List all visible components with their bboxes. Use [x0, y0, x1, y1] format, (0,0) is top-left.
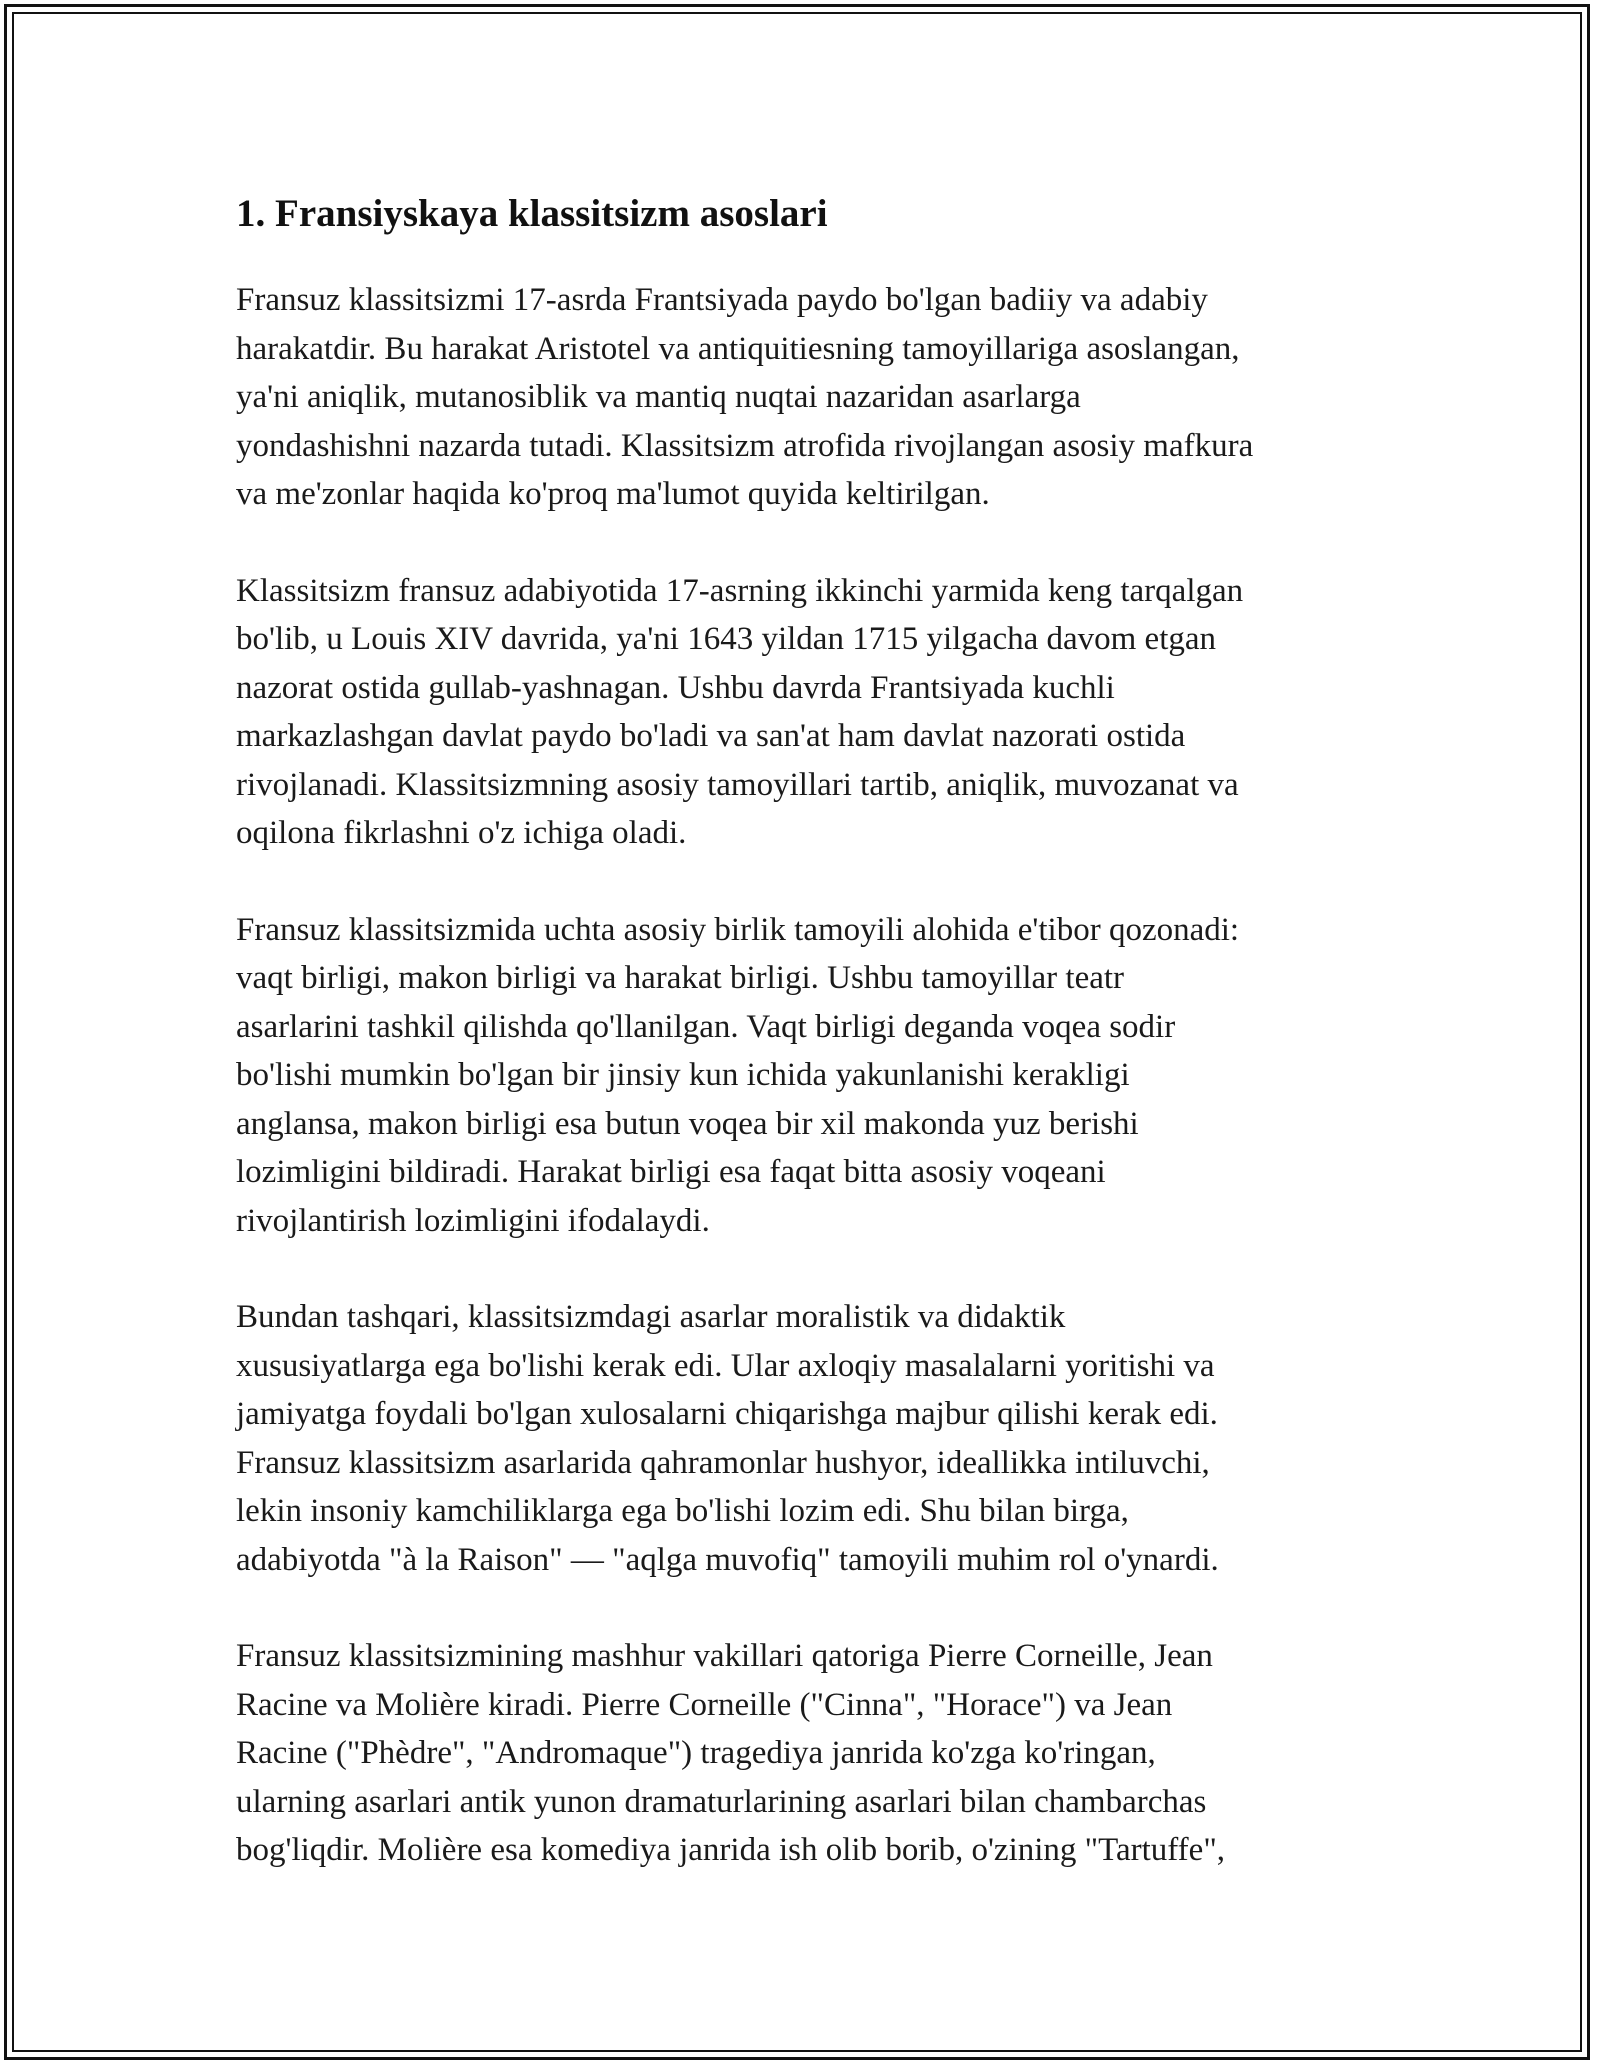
paragraph-line: Racine ("Phèdre", "Andromaque") tragediya janrida ko'zga ko'ringan, — [236, 1735, 1156, 1771]
paragraph-line: va me'zonlar haqida ko'proq ma'lumot quyida keltirilgan. — [236, 476, 990, 512]
paragraph-line: asarlarini tashkil qilishda qo'llanilgan. Vaqt birligi deganda voqea sodir — [236, 1008, 1176, 1045]
paragraph-line: rivojlanadi. Klassitsizmning asosiy tamoyillari tartib, aniqlik, muvozanat va — [236, 766, 1239, 803]
paragraph-line: lekin insoniy kamchiliklarga ega bo'lishi lozim edi. Shu bilan birga, — [236, 1493, 1129, 1529]
paragraph-3 — [236, 906, 1386, 1246]
paragraph-line: jamiyatga foydali bo'lgan xulosalarni chiqarishga majbur qilishi kerak edi. — [236, 1396, 1218, 1432]
paragraph-line: bo'lib, u Louis XIV davrida, ya'ni 1643 yildan 1715 yilgacha davom etgan — [236, 621, 1217, 657]
paragraph-line: anglansa, makon birligi esa butun voqea bir xil makonda yuz berishi — [236, 1105, 1139, 1142]
paragraph-line: lozimligini bildiradi. Harakat birligi esa faqat bitta asosiy voqeani — [236, 1154, 1106, 1190]
paragraph-line: Racine va Molière kiradi. Pierre Corneille ("Cinna", "Horace") va Jean — [236, 1686, 1173, 1723]
paragraph-list — [236, 276, 1386, 1875]
paragraph-line: ularning asarlari antik yunon dramaturlarining asarlari bilan chambarchas — [236, 1783, 1207, 1820]
document-body — [236, 186, 1386, 1923]
paragraph-line: harakatdir. Bu harakat Aristotel va antiquitiesning tamoyillariga asoslangan, — [236, 330, 1240, 367]
paragraph-line: adabiyotda "à la Raison" — "aqlga muvofiq" tamoyili muhim rol o'ynardi. — [236, 1541, 1219, 1578]
paragraph-2 — [236, 567, 1386, 858]
paragraph-line: ya'ni aniqlik, mutanosiblik va mantiq nuqtai nazaridan asarlarga — [236, 379, 1081, 415]
paragraph-line: yondashishni nazarda tutadi. Klassitsizm atrofida rivojlangan asosiy mafkura — [236, 427, 1254, 464]
paragraph-line: bo'lishi mumkin bo'lgan bir jinsiy kun ichida yakunlanishi kerakligi — [236, 1057, 1130, 1093]
paragraph-line: vaqt birligi, makon birligi va harakat birligi. Ushbu tamoyillar teatr — [236, 960, 1125, 996]
paragraph-line: Bundan tashqari, klassitsizmdagi asarlar moralistik va didaktik — [236, 1299, 1066, 1335]
section-heading: 1. Fransiyskaya klassitsizm asoslari — [236, 192, 828, 235]
paragraph-line: nazorat ostida gullab-yashnagan. Ushbu davrda Frantsiyada kuchli — [236, 669, 1115, 706]
paragraph-line: Fransuz klassitsizmida uchta asosiy birlik tamoyili alohida e'tibor qozonadi: — [236, 911, 1240, 948]
paragraph-1 — [236, 276, 1386, 519]
paragraph-line: Fransuz klassitsizmining mashhur vakillari qatoriga Pierre Corneille, Jean — [236, 1638, 1213, 1674]
paragraph-line: oqilona fikrlashni o'z ichiga oladi. — [236, 815, 687, 851]
paragraph-line: Fransuz klassitsizm asarlarida qahramonlar hushyor, ideallikka intiluvchi, — [236, 1444, 1210, 1481]
paragraph-line: Klassitsizm fransuz adabiyotida 17-asrning ikkinchi yarmida keng tarqalgan — [236, 572, 1244, 609]
paragraph-5 — [236, 1632, 1386, 1875]
paragraph-line: markazlashgan davlat paydo bo'ladi va san'at ham davlat nazorati ostida — [236, 718, 1186, 754]
paragraph-line: rivojlantirish lozimligini ifodalaydi. — [236, 1202, 710, 1239]
paragraph-4 — [236, 1293, 1386, 1584]
paragraph-line: xususiyatlarga ega bo'lishi kerak edi. Ular axloqiy masalalarni yoritishi va — [236, 1347, 1215, 1384]
paragraph-line: bog'liqdir. Molière esa komediya janrida ish olib borib, o'zining "Tartuffe", — [236, 1832, 1226, 1868]
paragraph-line: Fransuz klassitsizmi 17-asrda Frantsiyada paydo bo'lgan badiiy va adabiy — [236, 282, 1208, 318]
